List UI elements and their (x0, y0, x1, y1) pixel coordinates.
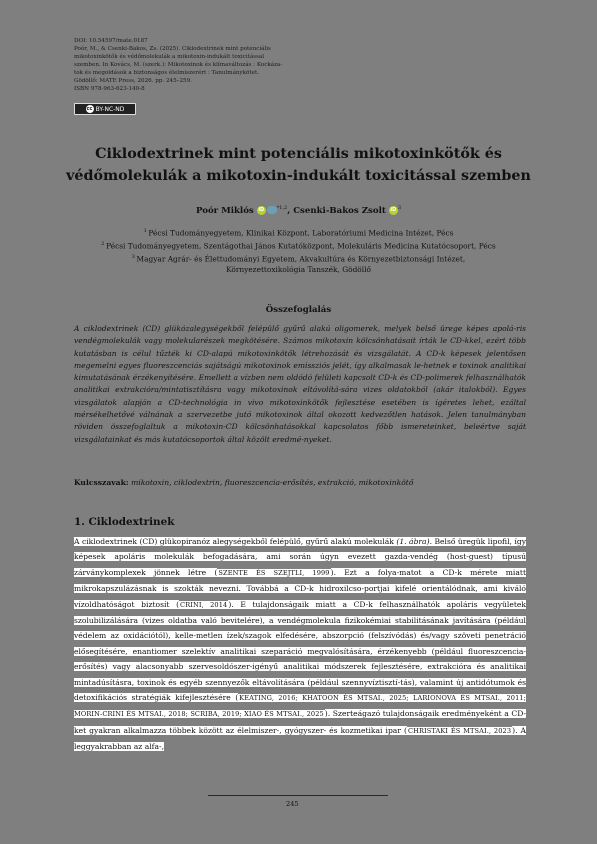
author-separator: , (287, 205, 294, 216)
citation-reference[interactable]: CRINI, 2014 (180, 600, 228, 609)
body-text: A ciklodextrinek (CD) glükopiranóz alegységekből felépülő, gyűrű alakú molekulák (74, 537, 397, 546)
body-text: ). E tulajdonságaik miatt a CD-k felhasználhatók apoláris vegyületek szolubilizálására (vizes oldatba való bevitelére), a vendégmolekula fizikokémiai stabilitásának javítására (például védelem az oxidációtól), kelle-metlen ízek/szagok elfedésére, abszorpció (felszívódás) és/vagy szöveti penetráció elősegítésére, enantiomer szelektív analitikai szeparáció megvalósítására, érzékenyebb (például fluoreszcencia-erősítés) vagy alacsonyabb szervesoldószer-igényű analitikai módszerek fejlesztésére, extrakcióra és analitikai mintadúsításra, toxinok és egyéb szennyezők eltávolítására (például szennyvíztisztí-tás), valamint új antidótumok és detoxifikációs stratégiák kifejlesztésére ( (74, 599, 526, 703)
email-icon[interactable] (267, 206, 277, 214)
body-text: ). Ezt a folya-matot a CD-k mérete miatt mikrokapszulázásnak is szokták nevezni. Továbbá a CD-k hidroxilcso-portjai kifelé orientálódnak, ami kiváló vízoldhatóságot biztosít ( (74, 567, 526, 609)
affiliation-text: Magyar Agrár- és Élettudományi Egyetem, Akvakultúra és Környezetbiztonsági Intézet, (136, 254, 466, 264)
author-name: Csenki-Bakos Zsolt (293, 205, 386, 216)
citation-line: mikotoxinkötők és védőmolekulák a mikotoxin-indukált toxicitással (74, 54, 265, 60)
abstract-heading: Összefoglalás (265, 305, 332, 315)
affiliation-line (60, 265, 537, 276)
citation-line: Poór, M., & Csenki-Bakos, Zs. (2025). Ciklodextrinek mint potenciális (74, 46, 271, 52)
citation-line: Gödöllő: MATE Press, 2026. pp. 245–259. (74, 78, 192, 84)
section-heading: 1. Ciklodextrinek (74, 516, 175, 528)
orcid-icon[interactable]: iD (390, 206, 397, 213)
body-text: ). Szerteágazó tulajdonságaik eredményeként a CD-ket gyakran alkalmazza többek között az élelmiszer-, gyógyszer- és kozmetikai ipar ( (74, 709, 526, 735)
author-list (60, 205, 537, 216)
affiliation-number: 2 (101, 240, 107, 247)
author-affiliation-ref: 3 (397, 205, 401, 211)
footer-rule (208, 795, 388, 796)
body-text: (1. ábra) (396, 537, 430, 546)
keywords (74, 478, 526, 487)
affiliation-text: Környezettoxikológia Tanszék, Gödöllő (226, 264, 371, 274)
affiliation-text: Pécsi Tudományegyetem, Klinikai Központ, Laboratóriumi Medicina Intézet, Pécs (148, 228, 454, 238)
affiliations (60, 226, 537, 275)
affiliation-text: Pécsi Tudományegyetem, Szentágothai János Kutatóközpont, Molekuláris Medicina Kutatócsoport, Pécs (106, 241, 496, 251)
affiliation-line (60, 239, 537, 252)
title-line: védőmolekulák a mikotoxin-indukált toxicitással szemben (66, 168, 531, 184)
affiliation-line (60, 226, 537, 239)
citation-reference[interactable]: SZENTE ÉS SZEJTLI, 1999 (218, 568, 330, 577)
citation-reference[interactable]: CHRISTAKI ÉS MTSAI., 2023 (407, 726, 512, 735)
title-line: Ciklodextrinek mint potenciális mikotoxinkötők és (95, 146, 502, 162)
paper-title (60, 143, 537, 187)
abstract-text: A ciklodextrinek (CD) glükózalegységekből felépülő gyűrű alakú oligomerek, melyek belső ürege képes apolá-ris vendégmolekulák vagy molekularészek megkötésére. Számos mikotoxin kölcsönhatásait írták le CD-kkel, ezért több kutatásban is célul tűzték ki CD-alapú mikotoxinkötők létrehozását és vizsgálatát. A CD-k képesek jelentősen megemelni egyes fluoreszcenciás sajátságú mikotoxinok emissziós jelét, így alkalmasak le-hetnek e toxinok analitikai kimutatásának érzékenyítésére. Emellett a vízben nem oldódó felületi kapcsolt CD-k és CD-polimerek felhasználhatók analitikai extrakcióra/mintatisztításra vagy mikotoxinok eltávolítá-sára vizes oldatokból (akár italokból). Egyes vizsgálatok alapján a CD-technológia in vivo mikotoxinkötők fejlesztése esetében is ígéretes lehet, ezáltal mérsékelhetővé válnának a szervezetbe jutó mikotoxinok által okozott kedvezőtlen hatások. Jelen tanulmányban röviden összefoglaltuk a mikotoxin-CD kölcsönhatásokkal kapcsolatos főbb ismereteinket, beleértve saját vizsgálatainkat és más kutatócsoportok által közölt eredmé-nyeket. (74, 324, 526, 444)
citation-line: tok és megoldások a biztonságos élelmiszerért : Tanulmánykötet. (74, 70, 260, 76)
body-text: . Belső üregük lipofil, így képesek apoláris molekulák befogadására, ami során úgyn evezett gazda-vendég (host-guest) típusú zárványkomplexek jönnek létre ( (74, 537, 526, 577)
affiliation-line (60, 252, 537, 265)
affiliation-number: 1 (143, 228, 149, 234)
citation-reference[interactable]: KEATING, 2016; KHATOON ÉS MTSAI., 2025; LARIONOVA ÉS MTSAI., 2011; MORIN-CRINI ÉS MTSAI., 2018; SCRIBA, 2019; XIAO ÉS MTSAI., 2025 (74, 694, 526, 719)
orcid-icon[interactable]: iD (258, 206, 265, 213)
license-badge[interactable] (74, 103, 136, 115)
author-name: Poór Miklós (195, 205, 254, 216)
body-text: ). A leggyakrabban az alfa-, (74, 725, 527, 752)
citation-line: DOI: 10.54597/mate.0187 (74, 38, 148, 44)
citation-line: szemben. In Kovács, M. (szerk.): Mikotoxinok és klímaváltozás : Kockáza- (74, 62, 283, 68)
page-number: 245 (286, 800, 299, 808)
author-affiliation-ref: *1,2 (276, 205, 288, 211)
citation-line: ISBN 978-963-623-140-8 (74, 86, 145, 92)
license-label: BY-NC-ND (95, 105, 125, 113)
section-body (74, 534, 526, 755)
keywords-text: mikotoxin, ciklodextrin, fluoreszcencia-erősítés, extrakció, mikotoxinkötő (131, 478, 414, 487)
affiliation-number: 3 (131, 253, 137, 260)
cc-icon: cc (86, 106, 93, 112)
citation-block (74, 37, 374, 93)
keywords-label: Kulcsszavak: (74, 478, 129, 487)
